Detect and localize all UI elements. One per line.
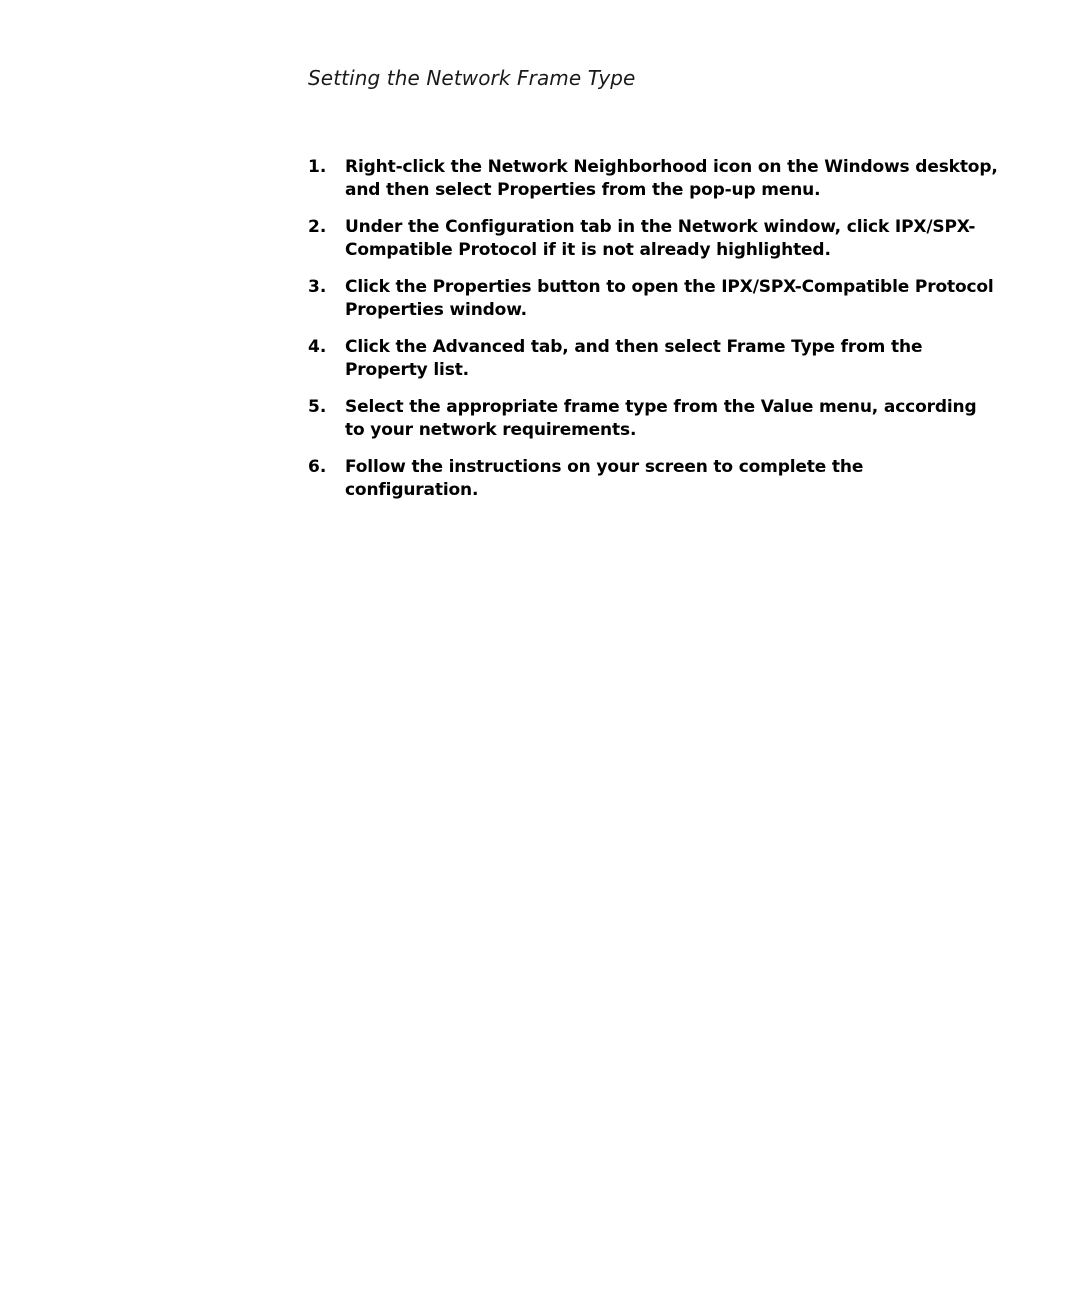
step-number: 1. <box>308 157 327 177</box>
instruction-steps-list <box>308 156 998 516</box>
step-5 <box>308 396 998 442</box>
step-text: Under the Configuration tab in the Network window, click IPX/SPX-Compatible Protocol if it is not already highlighted. <box>345 217 976 260</box>
step-number: 2. <box>308 217 327 237</box>
step-text: Select the appropriate frame type from the Value menu, according to your network requirements. <box>345 397 977 440</box>
step-number: 4. <box>308 337 327 357</box>
step-text: Click the Advanced tab, and then select Frame Type from the Property list. <box>345 337 923 380</box>
step-4 <box>308 336 998 382</box>
step-number: 5. <box>308 397 327 417</box>
step-number: 3. <box>308 277 327 297</box>
step-3 <box>308 276 998 322</box>
running-header-title: Setting the Network Frame Type <box>308 66 636 90</box>
step-1 <box>308 156 998 202</box>
step-2 <box>308 216 998 262</box>
step-text: Click the Properties button to open the IPX/SPX-Compatible Protocol Properties window. <box>345 277 994 320</box>
step-6 <box>308 456 998 502</box>
step-number: 6. <box>308 457 327 477</box>
step-text: Right-click the Network Neighborhood icon on the Windows desktop, and then select Properties from the pop-up menu. <box>345 157 998 200</box>
step-text: Follow the instructions on your screen to complete the configuration. <box>345 457 864 500</box>
